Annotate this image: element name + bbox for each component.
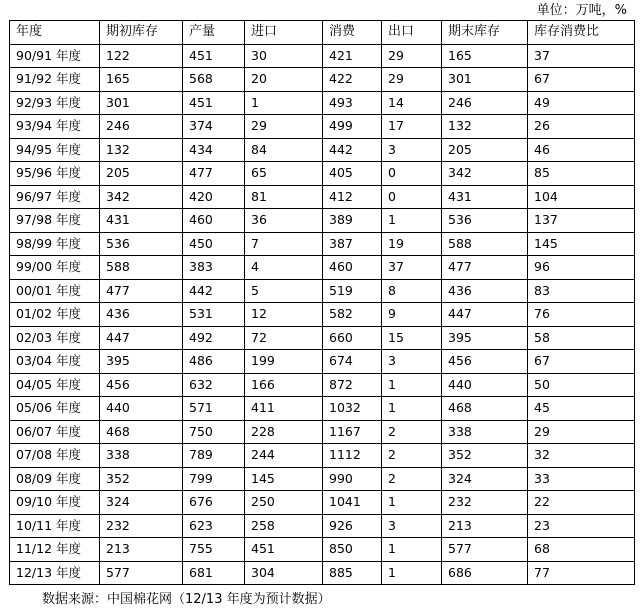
cell-consumption: 493	[323, 91, 382, 115]
cell-opening-stock: 338	[100, 444, 183, 468]
cell-ending-stock: 205	[442, 138, 528, 162]
table-row	[10, 279, 635, 303]
cell-consumption: 519	[323, 279, 382, 303]
cell-opening-stock: 132	[100, 138, 183, 162]
cell-consumption: 926	[323, 514, 382, 538]
cell-production: 676	[183, 491, 245, 515]
cell-consumption: 885	[323, 561, 382, 585]
cell-production: 451	[183, 44, 245, 68]
cell-opening-stock: 468	[100, 420, 183, 444]
table-row	[10, 467, 635, 491]
cell-production: 434	[183, 138, 245, 162]
cell-exports: 1	[382, 373, 442, 397]
cell-year: 95/96 年度	[10, 162, 100, 186]
cell-opening-stock: 246	[100, 115, 183, 139]
cell-ending-stock: 301	[442, 68, 528, 92]
cell-year: 09/10 年度	[10, 491, 100, 515]
cell-consumption: 582	[323, 303, 382, 327]
cell-year: 08/09 年度	[10, 467, 100, 491]
cell-opening-stock: 324	[100, 491, 183, 515]
cell-ending-stock: 213	[442, 514, 528, 538]
cell-opening-stock: 301	[100, 91, 183, 115]
table-row	[10, 138, 635, 162]
cell-stock-to-use-ratio: 33	[528, 467, 635, 491]
cell-consumption: 387	[323, 232, 382, 256]
cell-consumption: 412	[323, 185, 382, 209]
cotton-balance-table	[9, 20, 635, 585]
cell-imports: 228	[245, 420, 323, 444]
cell-opening-stock: 165	[100, 68, 183, 92]
cell-year: 91/92 年度	[10, 68, 100, 92]
cell-ending-stock: 477	[442, 256, 528, 280]
cell-imports: 72	[245, 326, 323, 350]
cell-year: 99/00 年度	[10, 256, 100, 280]
cell-opening-stock: 213	[100, 538, 183, 562]
cell-exports: 1	[382, 538, 442, 562]
cell-opening-stock: 440	[100, 397, 183, 421]
cell-stock-to-use-ratio: 29	[528, 420, 635, 444]
table-row	[10, 44, 635, 68]
header-ending-stock: 期末库存	[442, 21, 528, 45]
cell-consumption: 460	[323, 256, 382, 280]
cell-ending-stock: 456	[442, 350, 528, 374]
cell-ending-stock: 165	[442, 44, 528, 68]
table-row	[10, 491, 635, 515]
cell-stock-to-use-ratio: 76	[528, 303, 635, 327]
cell-production: 486	[183, 350, 245, 374]
table-row	[10, 162, 635, 186]
table-row	[10, 326, 635, 350]
cell-stock-to-use-ratio: 145	[528, 232, 635, 256]
table-row	[10, 444, 635, 468]
cell-ending-stock: 436	[442, 279, 528, 303]
cell-imports: 65	[245, 162, 323, 186]
cell-production: 568	[183, 68, 245, 92]
cell-exports: 3	[382, 138, 442, 162]
cell-year: 05/06 年度	[10, 397, 100, 421]
cell-consumption: 1112	[323, 444, 382, 468]
cell-production: 477	[183, 162, 245, 186]
table-row	[10, 91, 635, 115]
cell-production: 531	[183, 303, 245, 327]
cell-stock-to-use-ratio: 137	[528, 209, 635, 233]
cell-stock-to-use-ratio: 49	[528, 91, 635, 115]
cell-consumption: 990	[323, 467, 382, 491]
table-row	[10, 514, 635, 538]
cell-imports: 145	[245, 467, 323, 491]
cell-stock-to-use-ratio: 96	[528, 256, 635, 280]
cell-opening-stock: 436	[100, 303, 183, 327]
cell-ending-stock: 686	[442, 561, 528, 585]
cell-exports: 29	[382, 44, 442, 68]
cell-imports: 20	[245, 68, 323, 92]
table-header-row	[10, 21, 635, 45]
cell-ending-stock: 232	[442, 491, 528, 515]
cell-imports: 250	[245, 491, 323, 515]
cell-exports: 1	[382, 209, 442, 233]
cell-production: 442	[183, 279, 245, 303]
cell-imports: 258	[245, 514, 323, 538]
table-row	[10, 185, 635, 209]
cell-consumption: 442	[323, 138, 382, 162]
cell-production: 383	[183, 256, 245, 280]
header-consumption: 消费	[323, 21, 382, 45]
cell-year: 00/01 年度	[10, 279, 100, 303]
cell-stock-to-use-ratio: 67	[528, 68, 635, 92]
cell-imports: 304	[245, 561, 323, 585]
cell-exports: 19	[382, 232, 442, 256]
cell-production: 450	[183, 232, 245, 256]
cell-stock-to-use-ratio: 67	[528, 350, 635, 374]
cell-production: 681	[183, 561, 245, 585]
cell-ending-stock: 352	[442, 444, 528, 468]
cell-stock-to-use-ratio: 37	[528, 44, 635, 68]
cell-ending-stock: 338	[442, 420, 528, 444]
cell-production: 571	[183, 397, 245, 421]
cell-production: 789	[183, 444, 245, 468]
cell-stock-to-use-ratio: 26	[528, 115, 635, 139]
cell-stock-to-use-ratio: 50	[528, 373, 635, 397]
header-stock-to-use-ratio: 库存消费比	[528, 21, 635, 45]
cell-exports: 8	[382, 279, 442, 303]
cell-exports: 1	[382, 561, 442, 585]
cell-year: 12/13 年度	[10, 561, 100, 585]
cell-consumption: 421	[323, 44, 382, 68]
cell-year: 94/95 年度	[10, 138, 100, 162]
cell-year: 96/97 年度	[10, 185, 100, 209]
cell-consumption: 850	[323, 538, 382, 562]
cell-production: 799	[183, 467, 245, 491]
cell-imports: 30	[245, 44, 323, 68]
cell-production: 492	[183, 326, 245, 350]
cell-imports: 36	[245, 209, 323, 233]
cell-opening-stock: 122	[100, 44, 183, 68]
cell-opening-stock: 456	[100, 373, 183, 397]
table-row	[10, 115, 635, 139]
cell-opening-stock: 536	[100, 232, 183, 256]
cell-production: 632	[183, 373, 245, 397]
header-year: 年度	[10, 21, 100, 45]
cell-exports: 29	[382, 68, 442, 92]
cell-consumption: 1041	[323, 491, 382, 515]
cell-exports: 2	[382, 444, 442, 468]
cell-imports: 81	[245, 185, 323, 209]
cell-exports: 0	[382, 162, 442, 186]
table-row	[10, 209, 635, 233]
cell-imports: 4	[245, 256, 323, 280]
cell-consumption: 422	[323, 68, 382, 92]
table-row	[10, 538, 635, 562]
table-row	[10, 232, 635, 256]
cell-production: 420	[183, 185, 245, 209]
cell-production: 451	[183, 91, 245, 115]
cell-consumption: 1032	[323, 397, 382, 421]
header-imports: 进口	[245, 21, 323, 45]
cell-imports: 84	[245, 138, 323, 162]
cell-opening-stock: 232	[100, 514, 183, 538]
cell-year: 06/07 年度	[10, 420, 100, 444]
cell-year: 98/99 年度	[10, 232, 100, 256]
table-row	[10, 350, 635, 374]
cell-opening-stock: 205	[100, 162, 183, 186]
cell-year: 07/08 年度	[10, 444, 100, 468]
cell-imports: 199	[245, 350, 323, 374]
cell-year: 01/02 年度	[10, 303, 100, 327]
cell-opening-stock: 447	[100, 326, 183, 350]
cell-consumption: 405	[323, 162, 382, 186]
cell-opening-stock: 477	[100, 279, 183, 303]
cell-opening-stock: 431	[100, 209, 183, 233]
cell-exports: 17	[382, 115, 442, 139]
cell-exports: 0	[382, 185, 442, 209]
cell-year: 02/03 年度	[10, 326, 100, 350]
cell-production: 750	[183, 420, 245, 444]
header-exports: 出口	[382, 21, 442, 45]
cell-opening-stock: 395	[100, 350, 183, 374]
cell-consumption: 872	[323, 373, 382, 397]
cell-imports: 166	[245, 373, 323, 397]
cell-exports: 1	[382, 397, 442, 421]
cell-year: 90/91 年度	[10, 44, 100, 68]
table-row	[10, 373, 635, 397]
cell-ending-stock: 588	[442, 232, 528, 256]
cell-ending-stock: 342	[442, 162, 528, 186]
cell-stock-to-use-ratio: 68	[528, 538, 635, 562]
cell-production: 460	[183, 209, 245, 233]
cell-ending-stock: 324	[442, 467, 528, 491]
cell-exports: 1	[382, 491, 442, 515]
cell-opening-stock: 577	[100, 561, 183, 585]
cell-year: 04/05 年度	[10, 373, 100, 397]
cell-stock-to-use-ratio: 85	[528, 162, 635, 186]
source-note: 数据来源：中国棉花网（12/13 年度为预计数据）	[42, 592, 331, 607]
cell-opening-stock: 352	[100, 467, 183, 491]
cell-imports: 451	[245, 538, 323, 562]
cell-exports: 14	[382, 91, 442, 115]
cell-year: 10/11 年度	[10, 514, 100, 538]
cell-stock-to-use-ratio: 104	[528, 185, 635, 209]
cell-year: 11/12 年度	[10, 538, 100, 562]
cell-ending-stock: 246	[442, 91, 528, 115]
cell-ending-stock: 132	[442, 115, 528, 139]
cell-ending-stock: 440	[442, 373, 528, 397]
cell-stock-to-use-ratio: 32	[528, 444, 635, 468]
cell-imports: 244	[245, 444, 323, 468]
cell-imports: 7	[245, 232, 323, 256]
cell-ending-stock: 468	[442, 397, 528, 421]
table-row	[10, 303, 635, 327]
cell-year: 03/04 年度	[10, 350, 100, 374]
cell-imports: 5	[245, 279, 323, 303]
cell-production: 374	[183, 115, 245, 139]
cell-imports: 411	[245, 397, 323, 421]
cell-exports: 15	[382, 326, 442, 350]
cell-year: 93/94 年度	[10, 115, 100, 139]
cell-stock-to-use-ratio: 83	[528, 279, 635, 303]
cell-ending-stock: 447	[442, 303, 528, 327]
cell-imports: 1	[245, 91, 323, 115]
cell-consumption: 1167	[323, 420, 382, 444]
cell-opening-stock: 588	[100, 256, 183, 280]
header-production: 产量	[183, 21, 245, 45]
unit-label: 单位：万吨，%	[536, 3, 627, 18]
table-row	[10, 256, 635, 280]
cell-ending-stock: 395	[442, 326, 528, 350]
cell-exports: 2	[382, 467, 442, 491]
header-opening-stock: 期初库存	[100, 21, 183, 45]
table-row	[10, 561, 635, 585]
cell-year: 92/93 年度	[10, 91, 100, 115]
table-body	[10, 44, 635, 585]
cell-year: 97/98 年度	[10, 209, 100, 233]
cell-exports: 37	[382, 256, 442, 280]
cell-stock-to-use-ratio: 22	[528, 491, 635, 515]
cell-consumption: 499	[323, 115, 382, 139]
cell-exports: 3	[382, 514, 442, 538]
cell-stock-to-use-ratio: 45	[528, 397, 635, 421]
cell-stock-to-use-ratio: 46	[528, 138, 635, 162]
cell-exports: 9	[382, 303, 442, 327]
cell-imports: 12	[245, 303, 323, 327]
cell-consumption: 660	[323, 326, 382, 350]
cell-ending-stock: 536	[442, 209, 528, 233]
cell-exports: 2	[382, 420, 442, 444]
cell-exports: 3	[382, 350, 442, 374]
cell-imports: 29	[245, 115, 323, 139]
cell-consumption: 389	[323, 209, 382, 233]
cell-production: 623	[183, 514, 245, 538]
cell-production: 755	[183, 538, 245, 562]
table-row	[10, 397, 635, 421]
cell-ending-stock: 431	[442, 185, 528, 209]
cell-opening-stock: 342	[100, 185, 183, 209]
cell-consumption: 674	[323, 350, 382, 374]
cell-ending-stock: 577	[442, 538, 528, 562]
cell-stock-to-use-ratio: 23	[528, 514, 635, 538]
cell-stock-to-use-ratio: 58	[528, 326, 635, 350]
cell-stock-to-use-ratio: 77	[528, 561, 635, 585]
table-row	[10, 68, 635, 92]
table-row	[10, 420, 635, 444]
